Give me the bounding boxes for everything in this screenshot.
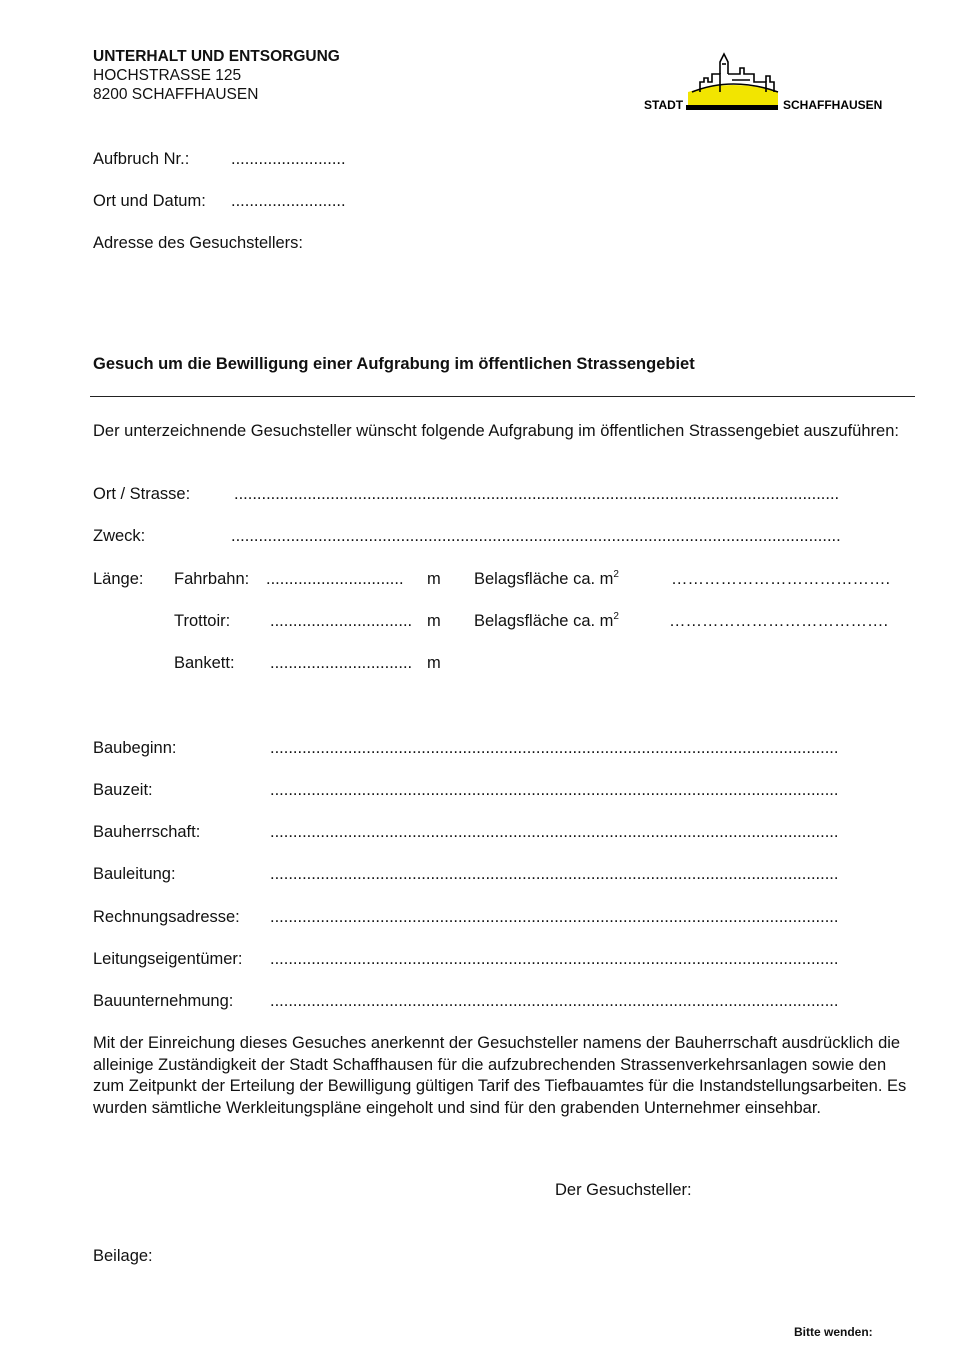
ort-datum-field[interactable]: .........................: [231, 192, 346, 210]
zweck-label: Zweck:: [93, 527, 146, 545]
laenge-label: Länge:: [93, 570, 144, 588]
fahrbahn-label: Fahrbahn:: [174, 570, 250, 588]
signature-label: Der Gesuchsteller:: [555, 1181, 692, 1199]
castle-emblem-icon: [640, 48, 890, 118]
belag-label-1: Belagsfläche ca. $m^2$: [474, 569, 619, 588]
zweck-field[interactable]: .....................................................................................................................................: [231, 527, 841, 545]
bauunternehmung-field[interactable]: ............................................................................................................................: [270, 992, 839, 1010]
ort-strasse-field[interactable]: ....................................................................................................................................: [234, 485, 840, 503]
bankett-field[interactable]: ...............................: [270, 654, 413, 672]
trottoir-field[interactable]: ...............................: [270, 612, 413, 630]
bauzeit-field[interactable]: ............................................................................................................................: [270, 781, 839, 799]
footer-note: Bitte wenden:: [794, 1325, 873, 1339]
intro-text: Der unterzeichnende Gesuchsteller wünscht folgende Aufgrabung im öffentlichen Strassengebiet auszuführen:: [93, 422, 899, 440]
bauunternehmung-label: Bauunternehmung:: [93, 992, 234, 1010]
aufbruch-field[interactable]: .........................: [231, 150, 346, 168]
bauherrschaft-field[interactable]: ............................................................................................................................: [270, 823, 839, 841]
trottoir-unit: m: [427, 612, 441, 630]
logo-text-right: SCHAFFHAUSEN: [783, 98, 883, 112]
logo-text-left: STADT: [644, 98, 684, 112]
bauleitung-label: Bauleitung:: [93, 865, 176, 883]
leitungseigentuemer-label: Leitungseigentümer:: [93, 950, 243, 968]
rechnungsadresse-label: Rechnungsadresse:: [93, 908, 240, 926]
title-divider: [90, 396, 915, 397]
bauherrschaft-label: Bauherrschaft:: [93, 823, 201, 841]
adresse-label: Adresse des Gesuchstellers:: [93, 234, 304, 252]
org-city: 8200 SCHAFFHAUSEN: [93, 86, 259, 103]
org-street: HOCHSTRASSE 125: [93, 67, 242, 84]
belag-label-2: Belagsfläche ca. $m^2$: [474, 611, 619, 630]
beilage-label: Beilage:: [93, 1247, 153, 1265]
baubeginn-label: Baubeginn:: [93, 739, 177, 757]
org-name: UNTERHALT UND ENTSORGUNG: [93, 48, 340, 65]
form-title: Gesuch um die Bewilligung einer Aufgrabung im öffentlichen Strassengebiet: [93, 355, 695, 373]
trottoir-label: Trottoir:: [174, 612, 231, 630]
bankett-label: Bankett:: [174, 654, 235, 672]
rechnungsadresse-field[interactable]: ............................................................................................................................: [270, 908, 839, 926]
baubeginn-field[interactable]: ............................................................................................................................: [270, 739, 839, 757]
fahrbahn-unit: m: [427, 570, 441, 588]
declaration-text: Mit der Einreichung dieses Gesuches anerkennt der Gesuchsteller namens der Bauherrschaft ausdrücklich die alleinige Zuständigkeit der Stadt Schaffhausen für die aufzubrechenden Strassenverkehrsanlagen sowie den zum Zeitpunkt der Erteilung der Bewilligung gültigen Tarif des Tiefbauamtes für die Instandstellungsarbeiten. Es wurden sämtliche Werkleitungspläne eingeholt und sind für den grabenden Unternehmer einsehbar.: [93, 1034, 907, 1117]
bankett-unit: m: [427, 654, 441, 672]
ort-datum-label: Ort und Datum:: [93, 192, 206, 210]
stadt-schaffhausen-logo: [640, 48, 890, 118]
belag-field-2[interactable]: ………………………………….: [669, 612, 889, 630]
fahrbahn-field[interactable]: ..............................: [266, 570, 404, 588]
belag-field-1[interactable]: ………………………………….: [671, 570, 891, 588]
bauleitung-field[interactable]: ............................................................................................................................: [270, 865, 839, 883]
bauzeit-label: Bauzeit:: [93, 781, 153, 799]
aufbruch-label: Aufbruch Nr.:: [93, 150, 190, 168]
ort-strasse-label: Ort / Strasse:: [93, 485, 191, 503]
leitungseigentuemer-field[interactable]: ............................................................................................................................: [270, 950, 839, 968]
